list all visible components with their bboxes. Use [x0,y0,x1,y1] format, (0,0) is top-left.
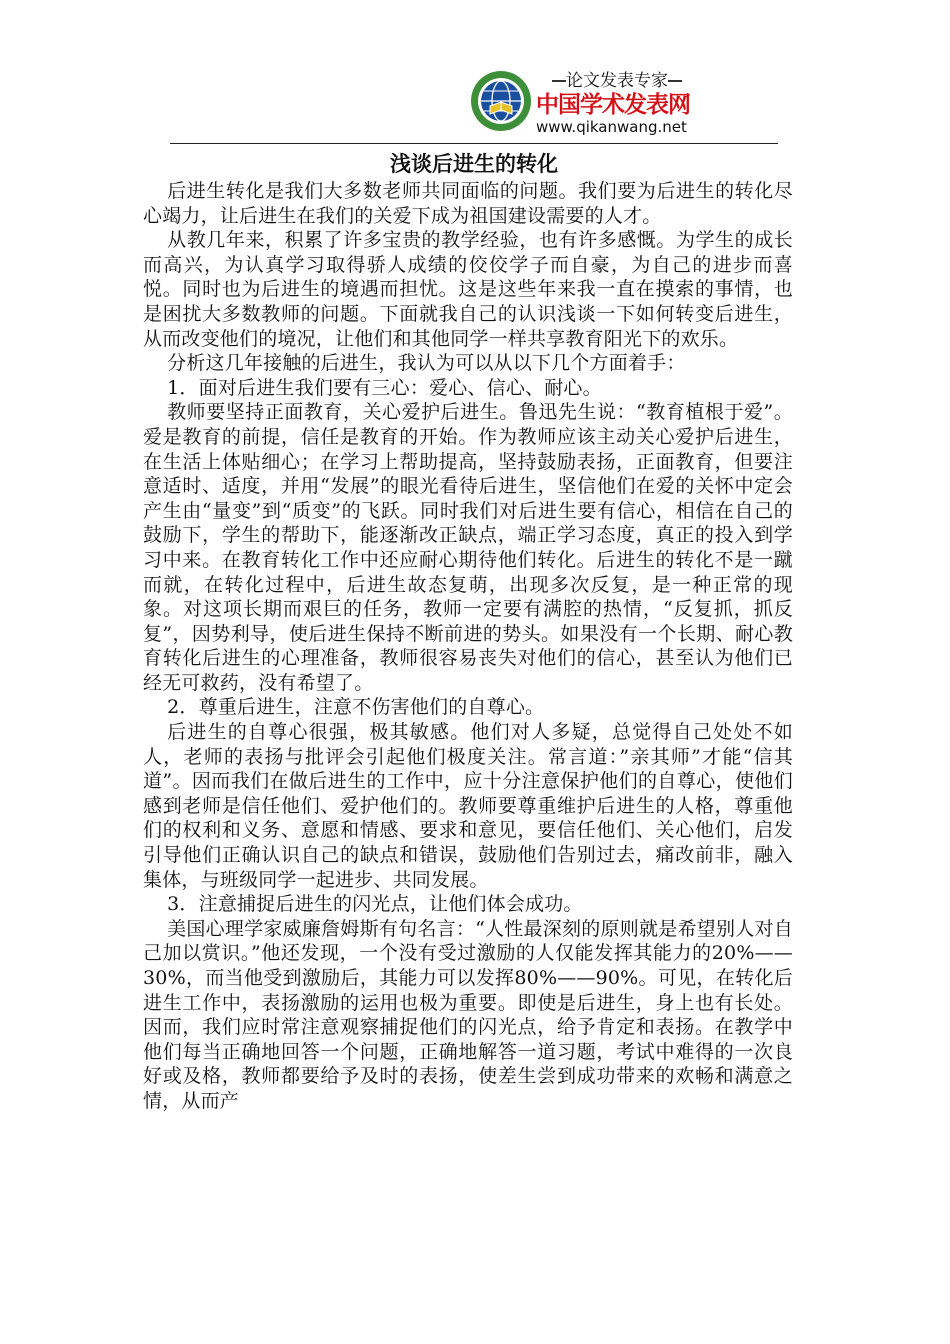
slogan-dash-right [668,80,682,82]
site-logo [468,68,698,138]
logo-slogan [536,70,698,92]
paragraph: 后进生的自尊心很强，极其敏感。他们对人多疑，总觉得自己处处不如人，老师的表扬与批评会引起他们极度关注。常言道：”亲其师”才能“信其道”。因而我们在做后进生的工作中，应十分注意保护他们的自尊心，使他们感到老师是信任他们、爱护他们的。教师要尊重维护后进生的人格，尊重他们的权利和义务、意愿和情感、要求和意见，要信任他们、关心他们，启发引导他们正确认识自己的缺点和错误，鼓励他们告别过去，痛改前非，融入集体，与班级同学一起进步、共同发展。 [143,721,793,891]
paragraph: 从教几年来，积累了许多宝贵的教学经验，也有许多感慨。为学生的成长而高兴，为认真学习取得骄人成绩的佼佼学子而自豪，为自己的进步而喜悦。同时也为后进生的境遇而担忧。这是这些年来我一直在摸索的事情，也是困扰大多数教师的问题。下面就我自己的认识浅谈一下如何转变后进生，从而改变他们的境况，让他们和其他同学一样共享教育阳光下的欢乐。 [143,229,793,350]
section-heading: 1．面对后进生我们要有三心：爱心、信心、耐心。 [167,376,602,399]
section-heading: 3．注意捕捉后进生的闪光点，让他们体会成功。 [167,893,583,916]
paragraph: 后进生转化是我们大多数老师共同面临的问题。我们要为后进生的转化尽心竭力，让后进生在我们的关爱下成为祖国建设需要的人才。 [143,180,793,227]
article-title: 浅谈后进生的转化 [390,152,558,176]
slogan-text: 论文发表专家 [566,71,668,91]
logo-site-name: 中国学术发表网 [536,92,690,118]
globe-book-seal-icon [470,70,532,132]
paragraph: 教师要坚持正面教育，关心爱护后进生。鲁迅先生说：“教育植根于爱”。爱是教育的前提，信任是教育的开始。作为教师应该主动关心爱护后进生，在生活上体贴细心；在学习上帮助提高，坚持鼓励表扬，正面教育，但要注意适时、适度，并用“发展”的眼光看待后进生，坚信他们在爱的关怀中定会产生由“量变”到“质变”的飞跃。同时我们对后进生要有信心，相信在自己的鼓励下，学生的帮助下，能逐渐改正缺点，端正学习态度，真正的投入到学习中来。在教育转化工作中还应耐心期待他们转化。后进生的转化不是一蹴而就，在转化过程中，后进生故态复萌，出现多次反复，是一种正常的现象。对这项长期而艰巨的任务，教师一定要有满腔的热情，“反复抓，抓反复”，因势利导，使后进生保持不断前进的势头。如果没有一个长期、耐心教育转化后进生的心理准备，教师很容易丧失对他们的信心，甚至认为他们已经无可救药，没有希望了。 [143,401,793,694]
header-divider [170,143,778,144]
logo-url: www.qikanwang.net [536,118,687,136]
section-heading: 2．尊重后进生，注意不伤害他们的自尊心。 [167,696,545,719]
paragraph: 分析这几年接触的后进生，我认为可以从以下几个方面着手： [167,352,686,375]
slogan-dash-left [552,80,566,82]
paragraph: 美国心理学家威廉詹姆斯有句名言：“人性最深刻的原则就是希望别人对自己加以赏识。”他还发现，一个没有受过激励的人仅能发挥其能力的20%——30%，而当他受到激励后，其能力可以发挥80%——90%。可见，在转化后进生工作中，表扬激励的运用也极为重要。即使是后进生，身上也有长处。因而，我们应时常注意观察捕捉他们的闪光点，给予肯定和表扬。在教学中他们每当正确地回答一个问题，正确地解答一道习题，考试中难得的一次良好或及格，教师都要给予及时的表扬，使差生尝到成功带来的欢畅和满意之情，从而产 [143,917,793,1112]
article-body [143,179,793,1114]
